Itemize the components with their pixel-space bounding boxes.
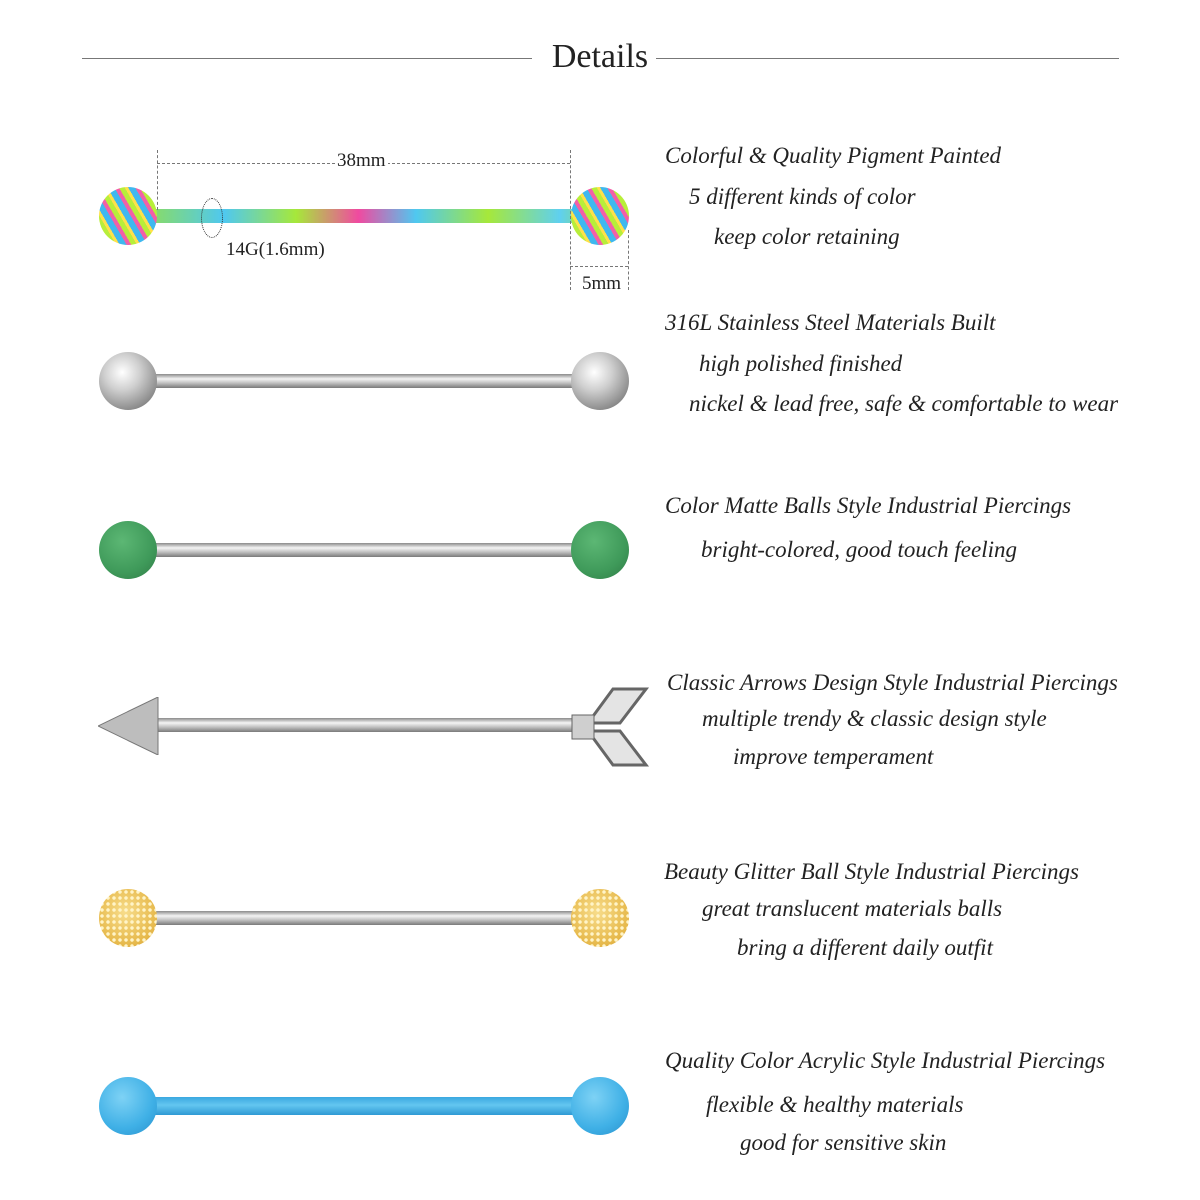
gauge-label: 14G(1.6mm): [226, 239, 325, 260]
item-line: 5 different kinds of color: [689, 184, 916, 209]
item-heading: Quality Color Acrylic Style Industrial Piercings: [665, 1048, 1106, 1073]
item-line: multiple trendy & classic design style: [702, 706, 1047, 731]
item-line: keep color retaining: [714, 224, 900, 249]
item-line: bright-colored, good touch feeling: [701, 537, 1017, 562]
item-heading: Color Matte Balls Style Industrial Piercings: [665, 493, 1072, 518]
page-title-text: Details: [544, 38, 656, 75]
item-heading: 316L Stainless Steel Materials Built: [665, 310, 996, 335]
item-line: good for sensitive skin: [740, 1130, 947, 1155]
item-line: high polished finished: [699, 351, 903, 376]
page-title: [0, 38, 1200, 76]
length-label: 38mm: [337, 150, 386, 171]
item-heading: Beauty Glitter Ball Style Industrial Piercings: [664, 859, 1079, 884]
item-line: flexible & healthy materials: [706, 1092, 964, 1117]
ball-size-label: 5mm: [582, 273, 622, 294]
item-line: nickel & lead free, safe & comfortable to wear: [689, 391, 1119, 416]
item-heading: Colorful & Quality Pigment Painted: [665, 143, 1002, 168]
item-line: improve temperament: [733, 744, 934, 769]
item-heading: Classic Arrows Design Style Industrial Piercings: [667, 670, 1118, 695]
item-line: bring a different daily outfit: [737, 935, 993, 960]
item-line: great translucent materials balls: [702, 896, 1003, 921]
